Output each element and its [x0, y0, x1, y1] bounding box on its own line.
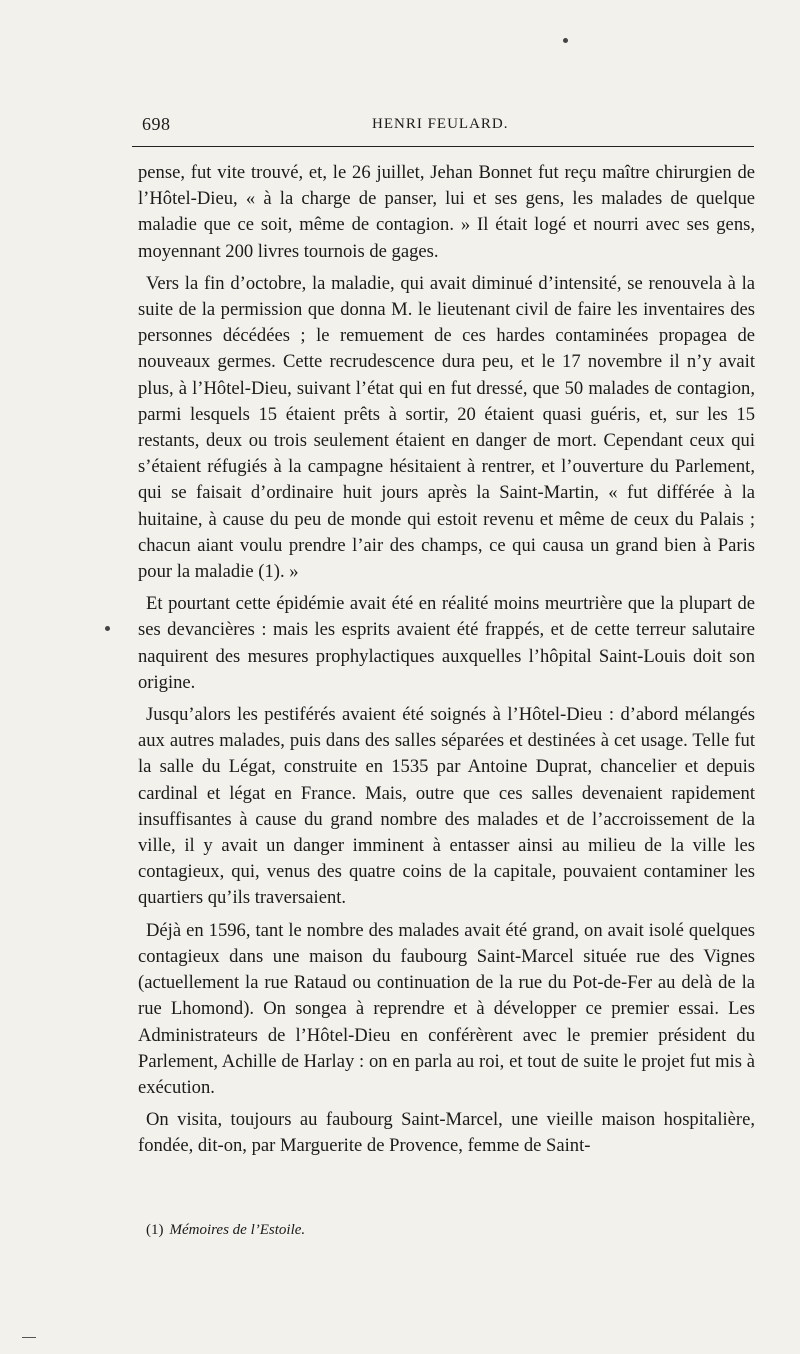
footnote: [146, 1222, 305, 1239]
ink-speck: [563, 38, 568, 43]
margin-dash: [22, 1337, 36, 1338]
paragraph-3: Et pourtant cette épidémie avait été en réalité moins meurtrière que la plupart de ses devancières : mais les esprits avaient été frappés, et de cette terreur salutaire naquirent des mesures prophylactiques auxquelles l’hôpital Saint-Louis doit son origine.: [138, 593, 755, 693]
body-text: [138, 160, 755, 1166]
paragraph-6: On visita, toujours au faubourg Saint-Marcel, une vieille maison hospitalière, fondée, dit-on, par Marguerite de Provence, femme de Saint-: [138, 1109, 755, 1157]
running-head: HENRI FEULARD.: [372, 116, 509, 132]
paragraph-1: pense, fut vite trouvé, et, le 26 juillet, Jehan Bonnet fut reçu maître chirurgien de l’Hôtel-Dieu, « à la charge de panser, lui et ses gens, les malades de quelque maladie que ce soit, même de contagion. » Il était logé et nourri avec ses gens, moyennant 200 livres tournois de gages.: [138, 162, 755, 262]
page-number: 698: [142, 114, 171, 134]
page-header: [132, 114, 754, 138]
footnote-text: Mémoires de l’Estoile.: [169, 1222, 306, 1238]
footnote-marker: (1): [146, 1222, 164, 1238]
paragraph-5: Déjà en 1596, tant le nombre des malades avait été grand, on avait isolé quelques contagieux dans une maison du faubourg Saint-Marcel située rue des Vignes (actuellement la rue Rataud ou continuation de la rue du Pot-de-Fer au delà de la rue Lhomond). On songea à reprendre et à développer ce premier essai. Les Administrateurs de l’Hôtel-Dieu en conférèrent avec le premier président du Parlement, Achille de Harlay : on en parla au roi, et tout de suite le projet fut mis à exécution.: [138, 919, 755, 1098]
margin-dot: [105, 626, 110, 631]
header-rule: [132, 146, 754, 147]
paragraph-4: Jusqu’alors les pestiférés avaient été soignés à l’Hôtel-Dieu : d’abord mélangés aux autres malades, puis dans des salles séparées et destinées à cet usage. Telle fut la salle du Légat, construite en 1535 par Antoine Duprat, chancelier et depuis cardinal et légat en France. Mais, outre que ces salles devenaient rapidement insuffisantes à cause du grand nombre des malades et de l’accroissement de la ville, il y avait un danger imminent à entasser ainsi au milieu de la ville les contagieux, qui, venus des quatre coins de la capitale, pouvaient contaminer les quartiers qu’ils traversaient.: [138, 704, 755, 909]
paragraph-2: Vers la fin d’octobre, la maladie, qui avait diminué d’intensité, se renouvela à la suite de la permission que donna M. le lieutenant civil de faire les inventaires des personnes décédées ; le remuement de ces hardes contaminées propagea de nouveaux germes. Cette recrudescence dura peu, et le 17 novembre il n’y avait plus, à l’Hôtel-Dieu, suivant l’état qui en fut dressé, que 50 malades de contagion, parmi lesquels 15 étaient prêts à sortir, 20 étaient quasi guéris, et, sur les 15 restants, deux ou trois seulement étaient en danger de mort. Cependant ceux qui s’étaient réfugiés à la campagne hésitaient à rentrer, et l’ouverture du Parlement, qui se faisait d’ordinaire huit jours après la Saint-Martin, « fut différée à la huitaine, à cause du peu de monde qui estoit revenu et même de ceux du Palais ; chacun aiant voulu prendre l’air des champs, ce qui causa un grand bien à Paris pour la maladie (1). »: [138, 272, 755, 583]
